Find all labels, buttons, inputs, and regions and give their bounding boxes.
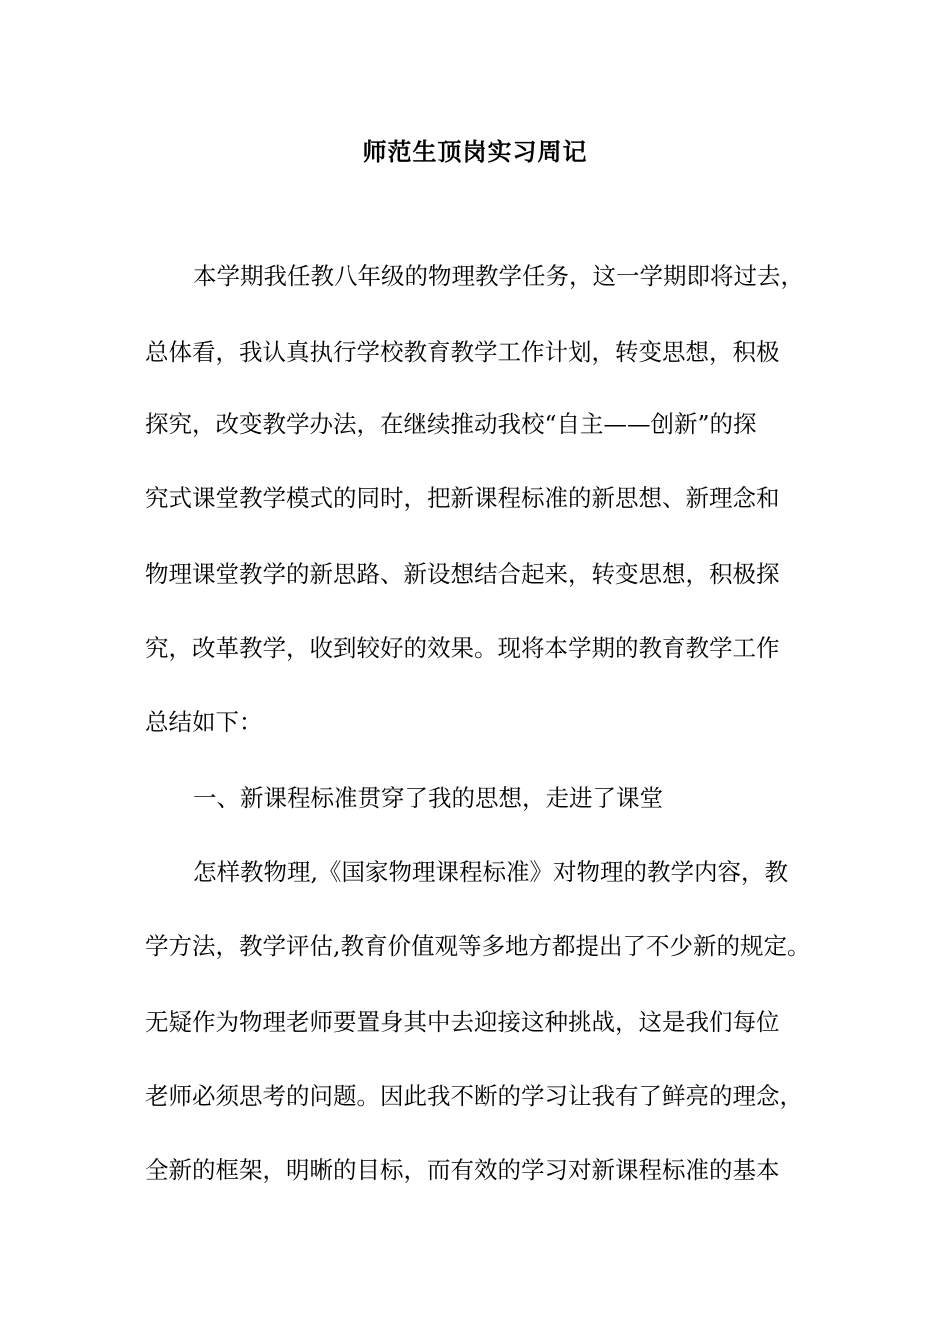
paragraph-line: 怎样教物理,《国家物理课程标准》对物理的教学内容，教 (193, 858, 788, 886)
paragraph-line: 学方法，教学评估,教育价值观等多地方都提出了不少新的规定。 (145, 932, 811, 960)
paragraph-line: 本学期我任教八年级的物理教学任务，这一学期即将过去， (193, 262, 804, 290)
paragraph-line: 物理课堂教学的新思路、新设想结合起来，转变思想，积极探 (145, 560, 780, 588)
section-heading: 一、新课程标准贯穿了我的思想，走进了课堂 (193, 784, 663, 812)
paragraph-line: 究，改革教学，收到较好的效果。现将本学期的教育教学工作 (145, 634, 780, 662)
paragraph-line: 究式课堂教学模式的同时，把新课程标准的新思想、新理念和 (145, 484, 780, 512)
paragraph-line: 无疑作为物理老师要置身其中去迎接这种挑战，这是我们每位 (145, 1008, 780, 1036)
paragraph-line: 全新的框架，明晰的目标，而有效的学习对新课程标准的基本 (145, 1156, 780, 1184)
paragraph-line: 探究，改变教学办法，在继续推动我校“自主——创新”的探 (145, 410, 757, 438)
paragraph-line: 老师必须思考的问题。因此我不断的学习让我有了鲜亮的理念， (145, 1082, 803, 1110)
paragraph-line: 总结如下： (145, 708, 263, 736)
paragraph-line: 总体看，我认真执行学校教育教学工作计划，转变思想，积极 (145, 338, 780, 366)
document-title: 师范生顶岗实习周记 (362, 137, 588, 166)
